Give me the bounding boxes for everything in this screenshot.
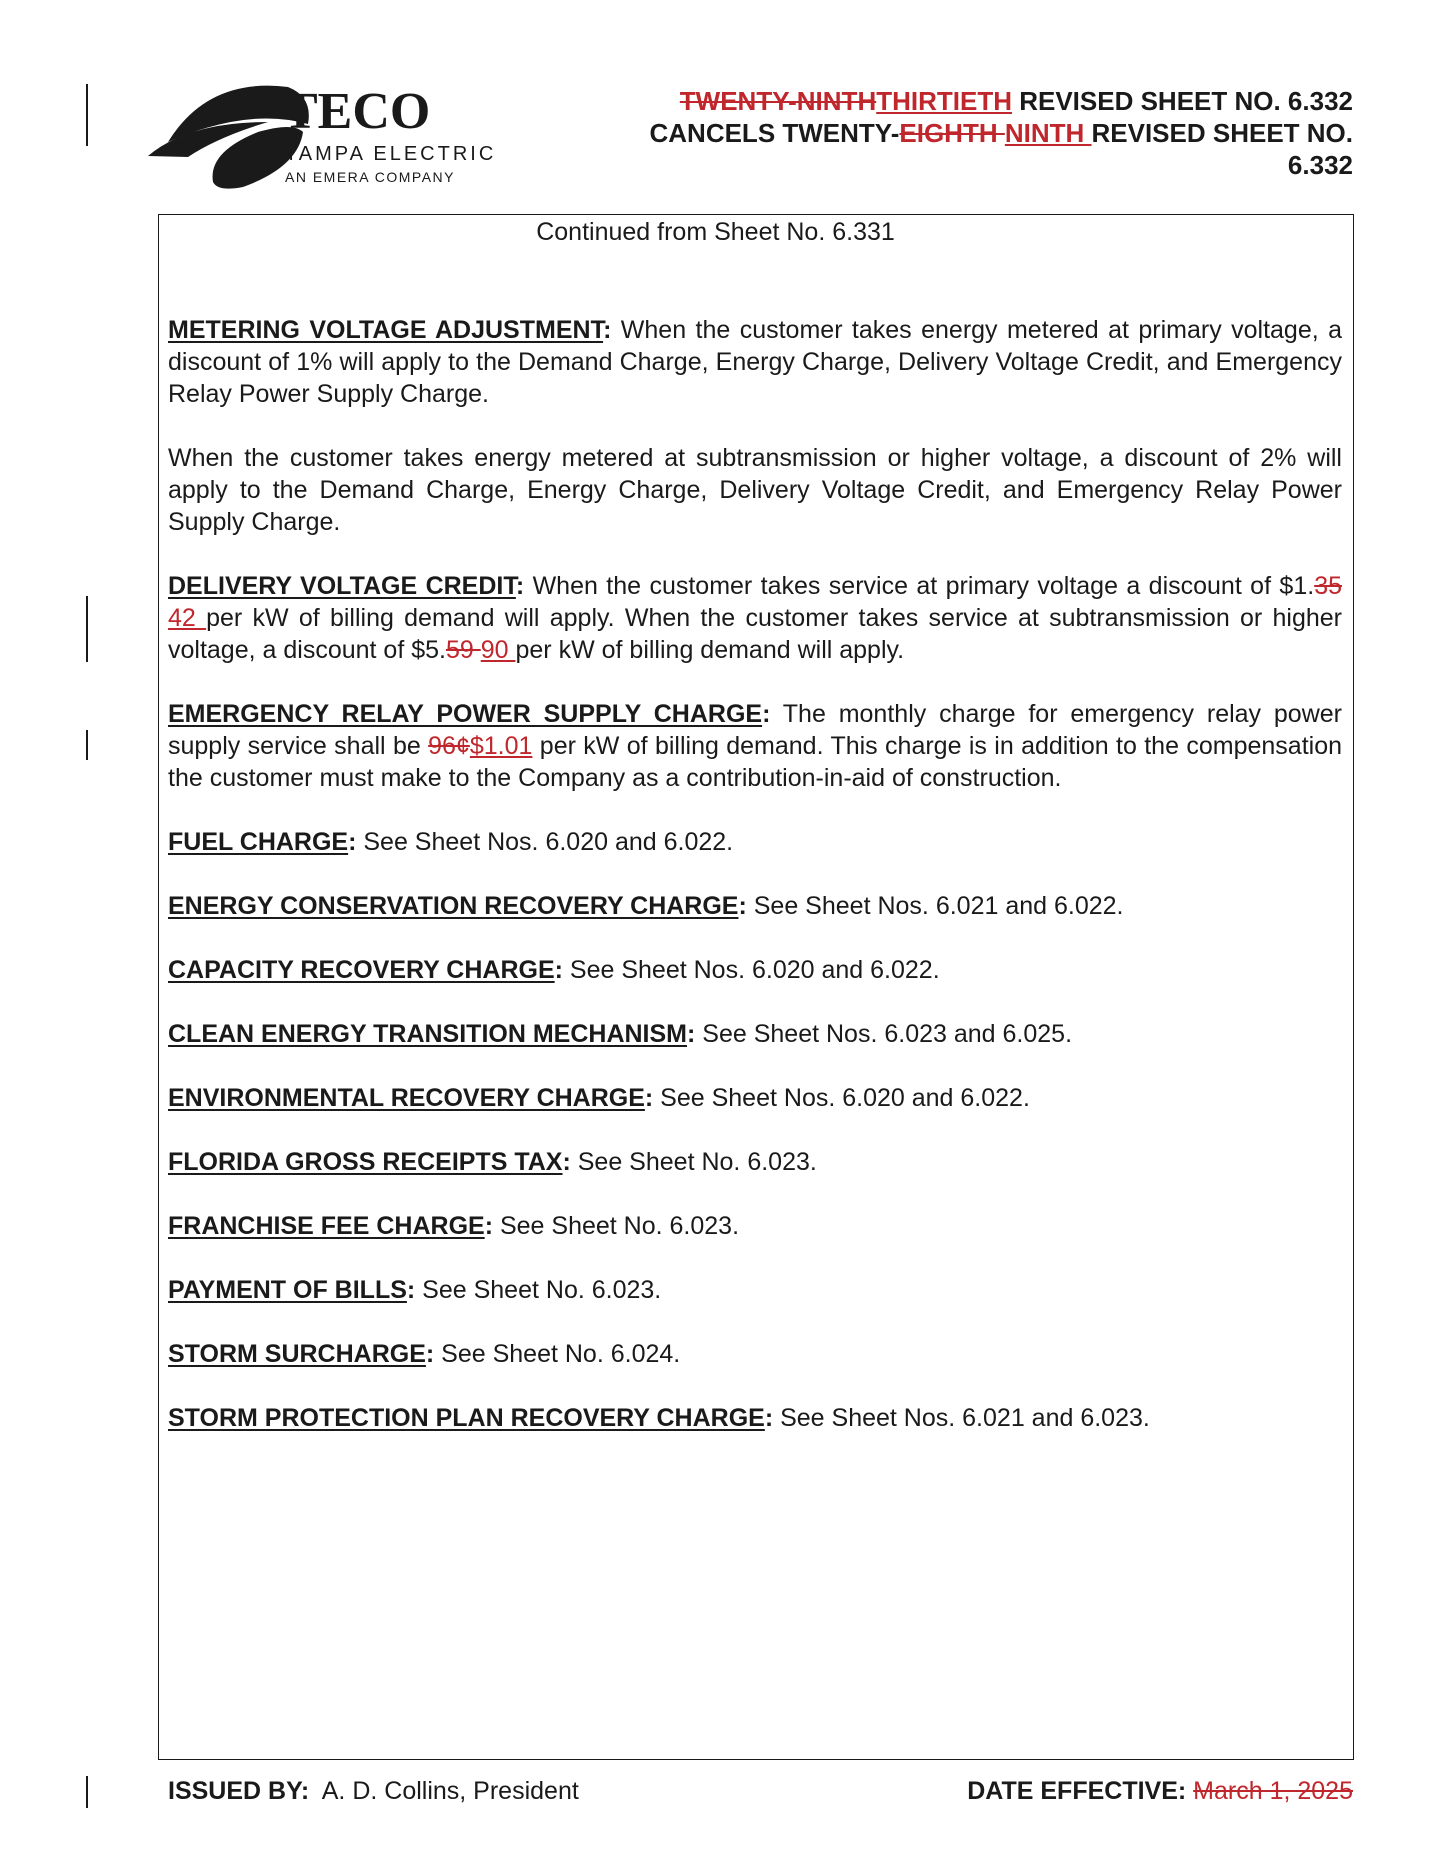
revision-bar (86, 730, 88, 760)
teco-logo (148, 82, 548, 192)
section-text: per kW of billing demand. This charge is in addition to the compensation the customer must make to the Company as a contribution-in-aid of construction. (168, 732, 1342, 792)
revision-bar (86, 1776, 88, 1808)
item-text: See Sheet Nos. 6.021 and 6.023. (773, 1404, 1150, 1432)
list-item: ENVIRONMENTAL RECOVERY CHARGE: See Sheet Nos. 6.020 and 6.022. (168, 1084, 1030, 1112)
item-text: See Sheet No. 6.023. (570, 1148, 817, 1176)
section-heading: METERING VOLTAGE ADJUSTMENT (168, 316, 604, 344)
deleted-text: 96¢ (428, 732, 470, 760)
header-text: REVISED SHEET NO. 6.332 (1011, 86, 1353, 116)
item-text: See Sheet No. 6.024. (434, 1340, 681, 1368)
issued-by (168, 1777, 579, 1806)
revision-bar (86, 84, 88, 146)
inserted-text: NINTH (1004, 118, 1092, 148)
logo-subtitle: TAMPA ELECTRIC (285, 143, 497, 165)
header-text: REVISED SHEET NO. (1091, 118, 1353, 148)
inserted-text: 42 (168, 604, 207, 632)
metering-section: METERING VOLTAGE ADJUSTMENT: When the customer takes energy metered at primary voltage, a discount of 1% will apply to the Demand Charge, Energy Charge, Delivery Voltage Credit, and Emergency Relay Power Supply Charge. (168, 316, 1343, 408)
tariff-body (168, 314, 1342, 1466)
footer (168, 1777, 1353, 1806)
continued-note: Continued from Sheet No. 6.331 (536, 218, 895, 246)
inserted-text: THIRTIETH (876, 86, 1012, 116)
item-heading: FRANCHISE FEE CHARGE (168, 1212, 485, 1240)
item-text: See Sheet Nos. 6.023 and 6.025. (695, 1020, 1073, 1048)
item-text: See Sheet Nos. 6.020 and 6.022. (562, 956, 940, 984)
date-label: DATE EFFECTIVE: (967, 1777, 1194, 1805)
section-text: The monthly charge for emergency relay power supply service shall be (168, 700, 1342, 760)
item-heading: STORM PROTECTION PLAN RECOVERY CHARGE (168, 1404, 765, 1432)
logo-tagline: AN EMERA COMPANY (285, 169, 455, 185)
list-item: FRANCHISE FEE CHARGE: See Sheet No. 6.023. (168, 1212, 740, 1240)
inserted-text: 90 (480, 636, 516, 664)
inserted-text: $1.01 (469, 732, 533, 760)
emergency-section: EMERGENCY RELAY POWER SUPPLY CHARGE: The monthly charge for emergency relay power supply service shall be 96¢$1.01 per kW of billing demand. This charge is in addition to the compensation the customer must make to the Company as a contribution-in-aid of construction. (168, 700, 1342, 792)
section-text: per kW of billing demand will apply. (515, 636, 905, 664)
sheet-number-tail: 6.332 (1287, 150, 1353, 180)
section-text: per kW of billing demand will apply. When the customer takes service at subtransmission or higher voltage, a discount of $5. (168, 604, 1342, 664)
section-text: When the customer takes service at primary voltage a discount of $1. (524, 572, 1315, 600)
section-heading: EMERGENCY RELAY POWER SUPPLY CHARGE (168, 700, 763, 728)
list-item: STORM SURCHARGE: See Sheet No. 6.024. (168, 1340, 681, 1368)
cancels-line (533, 117, 1353, 149)
section-heading: DELIVERY VOLTAGE CREDIT (168, 572, 516, 600)
delivery-section: DELIVERY VOLTAGE CREDIT: When the customer takes service at primary voltage a discount of $1.35 42 per kW of billing demand will apply. When the customer takes service at subtransmission or higher voltage, a discount of $5.59 90 per kW of billing demand will apply. (168, 572, 1342, 664)
item-heading: FUEL CHARGE (168, 828, 349, 856)
deleted-text: 35 (1314, 572, 1342, 600)
list-item: CLEAN ENERGY TRANSITION MECHANISM: See Sheet Nos. 6.023 and 6.025. (168, 1020, 1073, 1048)
list-item: FUEL CHARGE: See Sheet Nos. 6.020 and 6.022. (168, 828, 734, 856)
deleted-text: TWENTY-NINTH (679, 86, 877, 116)
item-heading: ENERGY CONSERVATION RECOVERY CHARGE (168, 892, 739, 920)
list-item: ENERGY CONSERVATION RECOVERY CHARGE: See Sheet Nos. 6.021 and 6.022. (168, 892, 1124, 920)
sheet-header (533, 85, 1353, 181)
list-item: FLORIDA GROSS RECEIPTS TAX: See Sheet No. 6.023. (168, 1148, 817, 1176)
issued-value: A. D. Collins, President (309, 1777, 579, 1805)
charge-list (168, 826, 1342, 1434)
item-text: See Sheet Nos. 6.020 and 6.022. (653, 1084, 1030, 1112)
item-heading: ENVIRONMENTAL RECOVERY CHARGE (168, 1084, 645, 1112)
list-item: STORM PROTECTION PLAN RECOVERY CHARGE: See Sheet Nos. 6.021 and 6.023. (168, 1404, 1150, 1432)
item-text: See Sheet Nos. 6.021 and 6.022. (746, 892, 1124, 920)
date-effective (967, 1777, 1353, 1806)
revision-bar (86, 596, 88, 662)
issued-label: ISSUED BY: (168, 1777, 310, 1805)
logo-brand: TECO (283, 83, 431, 140)
item-heading: CAPACITY RECOVERY CHARGE (168, 956, 555, 984)
item-heading: STORM SURCHARGE (168, 1340, 426, 1368)
item-heading: PAYMENT OF BILLS (168, 1276, 407, 1304)
header-text: CANCELS TWENTY- (649, 118, 900, 148)
list-item: PAYMENT OF BILLS: See Sheet No. 6.023. (168, 1276, 662, 1304)
list-item: CAPACITY RECOVERY CHARGE: See Sheet Nos. 6.020 and 6.022. (168, 956, 940, 984)
teco-swoosh-icon (148, 82, 548, 192)
item-text: See Sheet Nos. 6.020 and 6.022. (356, 828, 734, 856)
item-heading: FLORIDA GROSS RECEIPTS TAX (168, 1148, 563, 1176)
sheet-number-line (533, 85, 1353, 117)
item-text: See Sheet No. 6.023. (415, 1276, 662, 1304)
deleted-date: March 1, 2025 (1193, 1777, 1353, 1805)
metering-text-2: When the customer takes energy metered at subtransmission or higher voltage, a discount of 2% will apply to the Demand Charge, Energy Charge, Delivery Voltage Credit, and Emergency Relay Power Supply Charge. (168, 444, 1342, 536)
deleted-text: 59 (445, 636, 481, 664)
item-text: See Sheet No. 6.023. (493, 1212, 740, 1240)
item-heading: CLEAN ENERGY TRANSITION MECHANISM (168, 1020, 688, 1048)
section-text: When the customer takes energy metered at primary voltage, a discount of 1% will apply to the Demand Charge, Energy Charge, Delivery Voltage Credit, and Emergency Relay Power Supply Charge. (168, 316, 1343, 408)
deleted-text: EIGHTH (899, 118, 1005, 148)
